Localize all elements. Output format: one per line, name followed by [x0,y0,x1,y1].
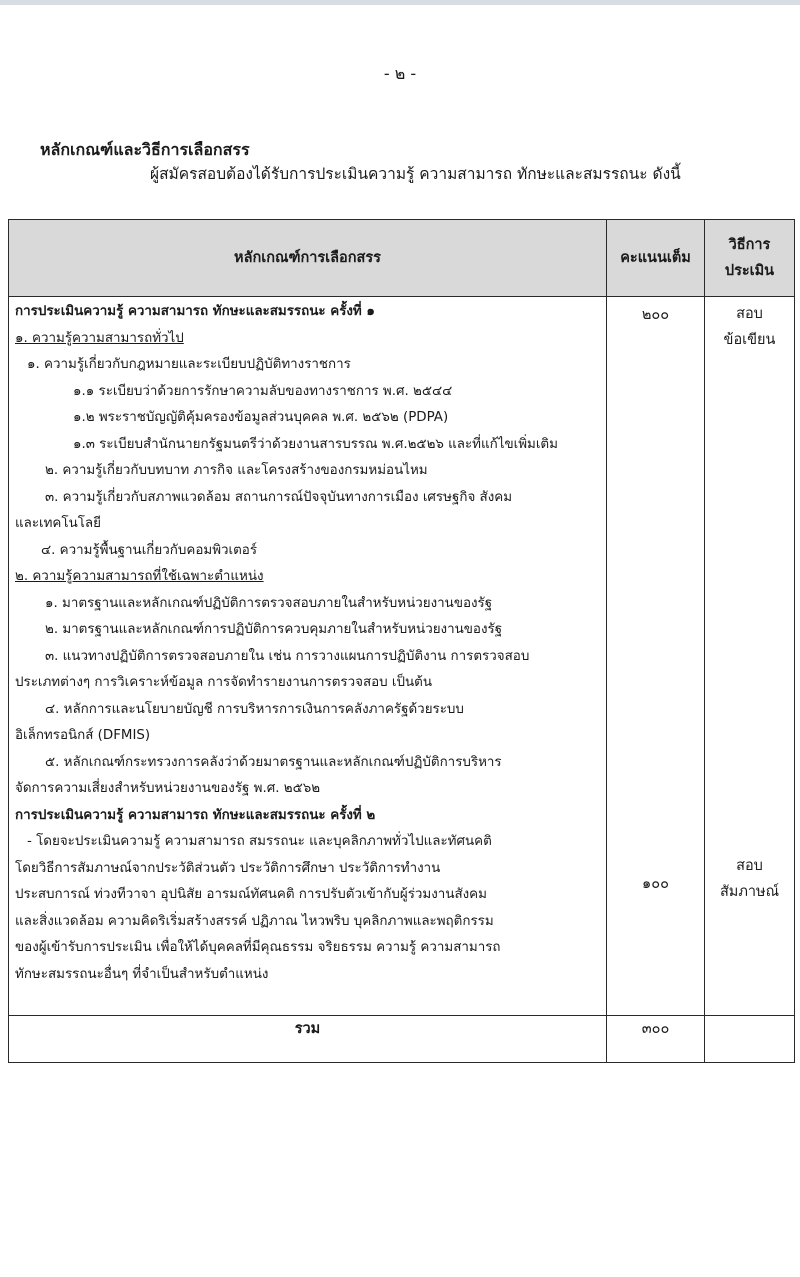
list-item: ๓. ความรู้เกี่ยวกับสภาพแวดล้อม สถานการณ์ปัจจุบันทางการเมือง เศรษฐกิจ สังคม [45,489,513,505]
list-item: ๒. ความรู้ความสามารถที่ใช้เฉพาะตำแหน่ง [15,569,264,584]
round2-score: ๑๐๐ [642,876,669,892]
table-header-row [9,220,795,297]
list-item: ๑. มาตรฐานและหลักเกณฑ์ปฏิบัติการตรวจสอบภายในสำหรับหน่วยงานของรัฐ [45,595,493,611]
total-label: รวม [9,1015,607,1062]
criteria-table [8,219,795,1063]
page-number: - ๒ - [383,64,417,83]
list-item: ๒. มาตรฐานและหลักเกณฑ์การปฏิบัติการควบคุมภายในสำหรับหน่วยงานของรัฐ [45,622,503,637]
total-method-empty [705,1015,795,1062]
list-item: ของผู้เข้ารับการประเมิน เพื่อให้ได้บุคคลที่มีคุณธรรม จริยธรรม ความรู้ ความสามารถ [15,940,501,955]
blank-line [15,988,600,1015]
round2-method-line1: สอบ [736,858,763,874]
round1-method-line1: สอบ [736,306,763,322]
list-item: ๑.๒ พระราชบัญญัติคุ้มครองข้อมูลส่วนบุคคล พ.ศ. ๒๕๖๒ (PDPA) [73,410,449,425]
header-full-score: คะแนนเต็ม [607,220,705,297]
list-item: โดยวิธีการสัมภาษณ์จากประวัติส่วนตัว ประวัติการศึกษา ประวัติการทำงาน [15,860,441,876]
list-item: ๒. ความรู้เกี่ยวกับบทบาท ภารกิจ และโครงสร้างของกรมหม่อนไหม [45,463,428,478]
list-item: ๑.๓ ระเบียบสำนักนายกรัฐมนตรีว่าด้วยงานสารบรรณ พ.ศ.๒๕๒๖ และที่แก้ไขเพิ่มเติม [73,436,558,452]
round2-method-line2: สัมภาษณ์ [719,884,780,900]
list-item: ๔. หลักการและนโยบายบัญชี การบริหารการเงินการคลังภาครัฐด้วยระบบ [45,701,464,717]
list-item: ๕. หลักเกณฑ์กระทรวงการคลังว่าด้วยมาตรฐานและหลักเกณฑ์ปฏิบัติการบริหาร [45,754,502,770]
round1-score: ๒๐๐ [641,307,670,323]
score-column [607,297,705,1016]
method-column [705,297,795,1016]
intro-text: ผู้สมัครสอบต้องได้รับการประเมินความรู้ ความสามารถ ทักษะและสมรรถนะ ดังนี้ [150,165,681,183]
list-item: และสิ่งแวดล้อม ความคิดริเริ่มสร้างสรรค์ ปฏิภาณ ไหวพริบ บุคลิกภาพและพฤติกรรม [15,913,494,929]
criteria-content [9,297,607,1016]
list-item: ๑. ความรู้ความสามารถทั่วไป [15,330,184,346]
round1-title: การประเมินความรู้ ความสามารถ ทักษะและสมรรถนะ ครั้งที่ ๑ [15,304,375,319]
list-item: ๔. ความรู้พื้นฐานเกี่ยวกับคอมพิวเตอร์ [41,542,258,558]
list-item: อิเล็กทรอนิกส์ (DFMIS) [15,728,151,743]
header-method-line1: วิธีการ [728,237,771,253]
list-item: ประสบการณ์ ท่วงทีวาจา อุปนิสัย อารมณ์ทัศนคติ การปรับตัวเข้ากับผู้ร่วมงานสังคม [15,887,487,902]
list-item: ประเภทต่างๆ การวิเคราะห์ข้อมูล การจัดทำรายงานการตรวจสอบ เป็นต้น [15,675,433,690]
content-row [9,297,795,1016]
list-item: ทักษะสมรรถนะอื่นๆ ที่จำเป็นสำหรับตำแหน่ง [15,966,269,982]
total-row [9,1015,795,1062]
list-item: ๓. แนวทางปฏิบัติการตรวจสอบภายใน เช่น การวางแผนการปฏิบัติงาน การตรวจสอบ [45,648,530,664]
round2-title: การประเมินความรู้ ความสามารถ ทักษะและสมรรถนะ ครั้งที่ ๒ [15,807,376,823]
list-item: ๑.๑ ระเบียบว่าด้วยการรักษาความลับของทางราชการ พ.ศ. ๒๕๔๔ [73,383,453,399]
page-top-edge [0,0,800,5]
list-item: ๑. ความรู้เกี่ยวกับกฎหมายและระเบียบปฏิบัติทางราชการ [27,357,351,372]
total-score: ๓๐๐ [607,1015,705,1062]
header-method [705,220,795,297]
section-title: หลักเกณฑ์และวิธีการเลือกสรร [40,140,250,159]
list-item: และเทคโนโลยี [15,516,101,531]
header-method-line2: ประเมิน [724,263,775,279]
header-criteria: หลักเกณฑ์การเลือกสรร [9,220,607,297]
list-item: จัดการความเสี่ยงสำหรับหน่วยงานของรัฐ พ.ศ. ๒๕๖๒ [15,781,321,796]
round1-method-line2: ข้อเขียน [723,332,776,348]
list-item: - โดยจะประเมินความรู้ ความสามารถ สมรรถนะ และบุคลิกภาพทั่วไปและทัศนคติ [27,834,492,849]
